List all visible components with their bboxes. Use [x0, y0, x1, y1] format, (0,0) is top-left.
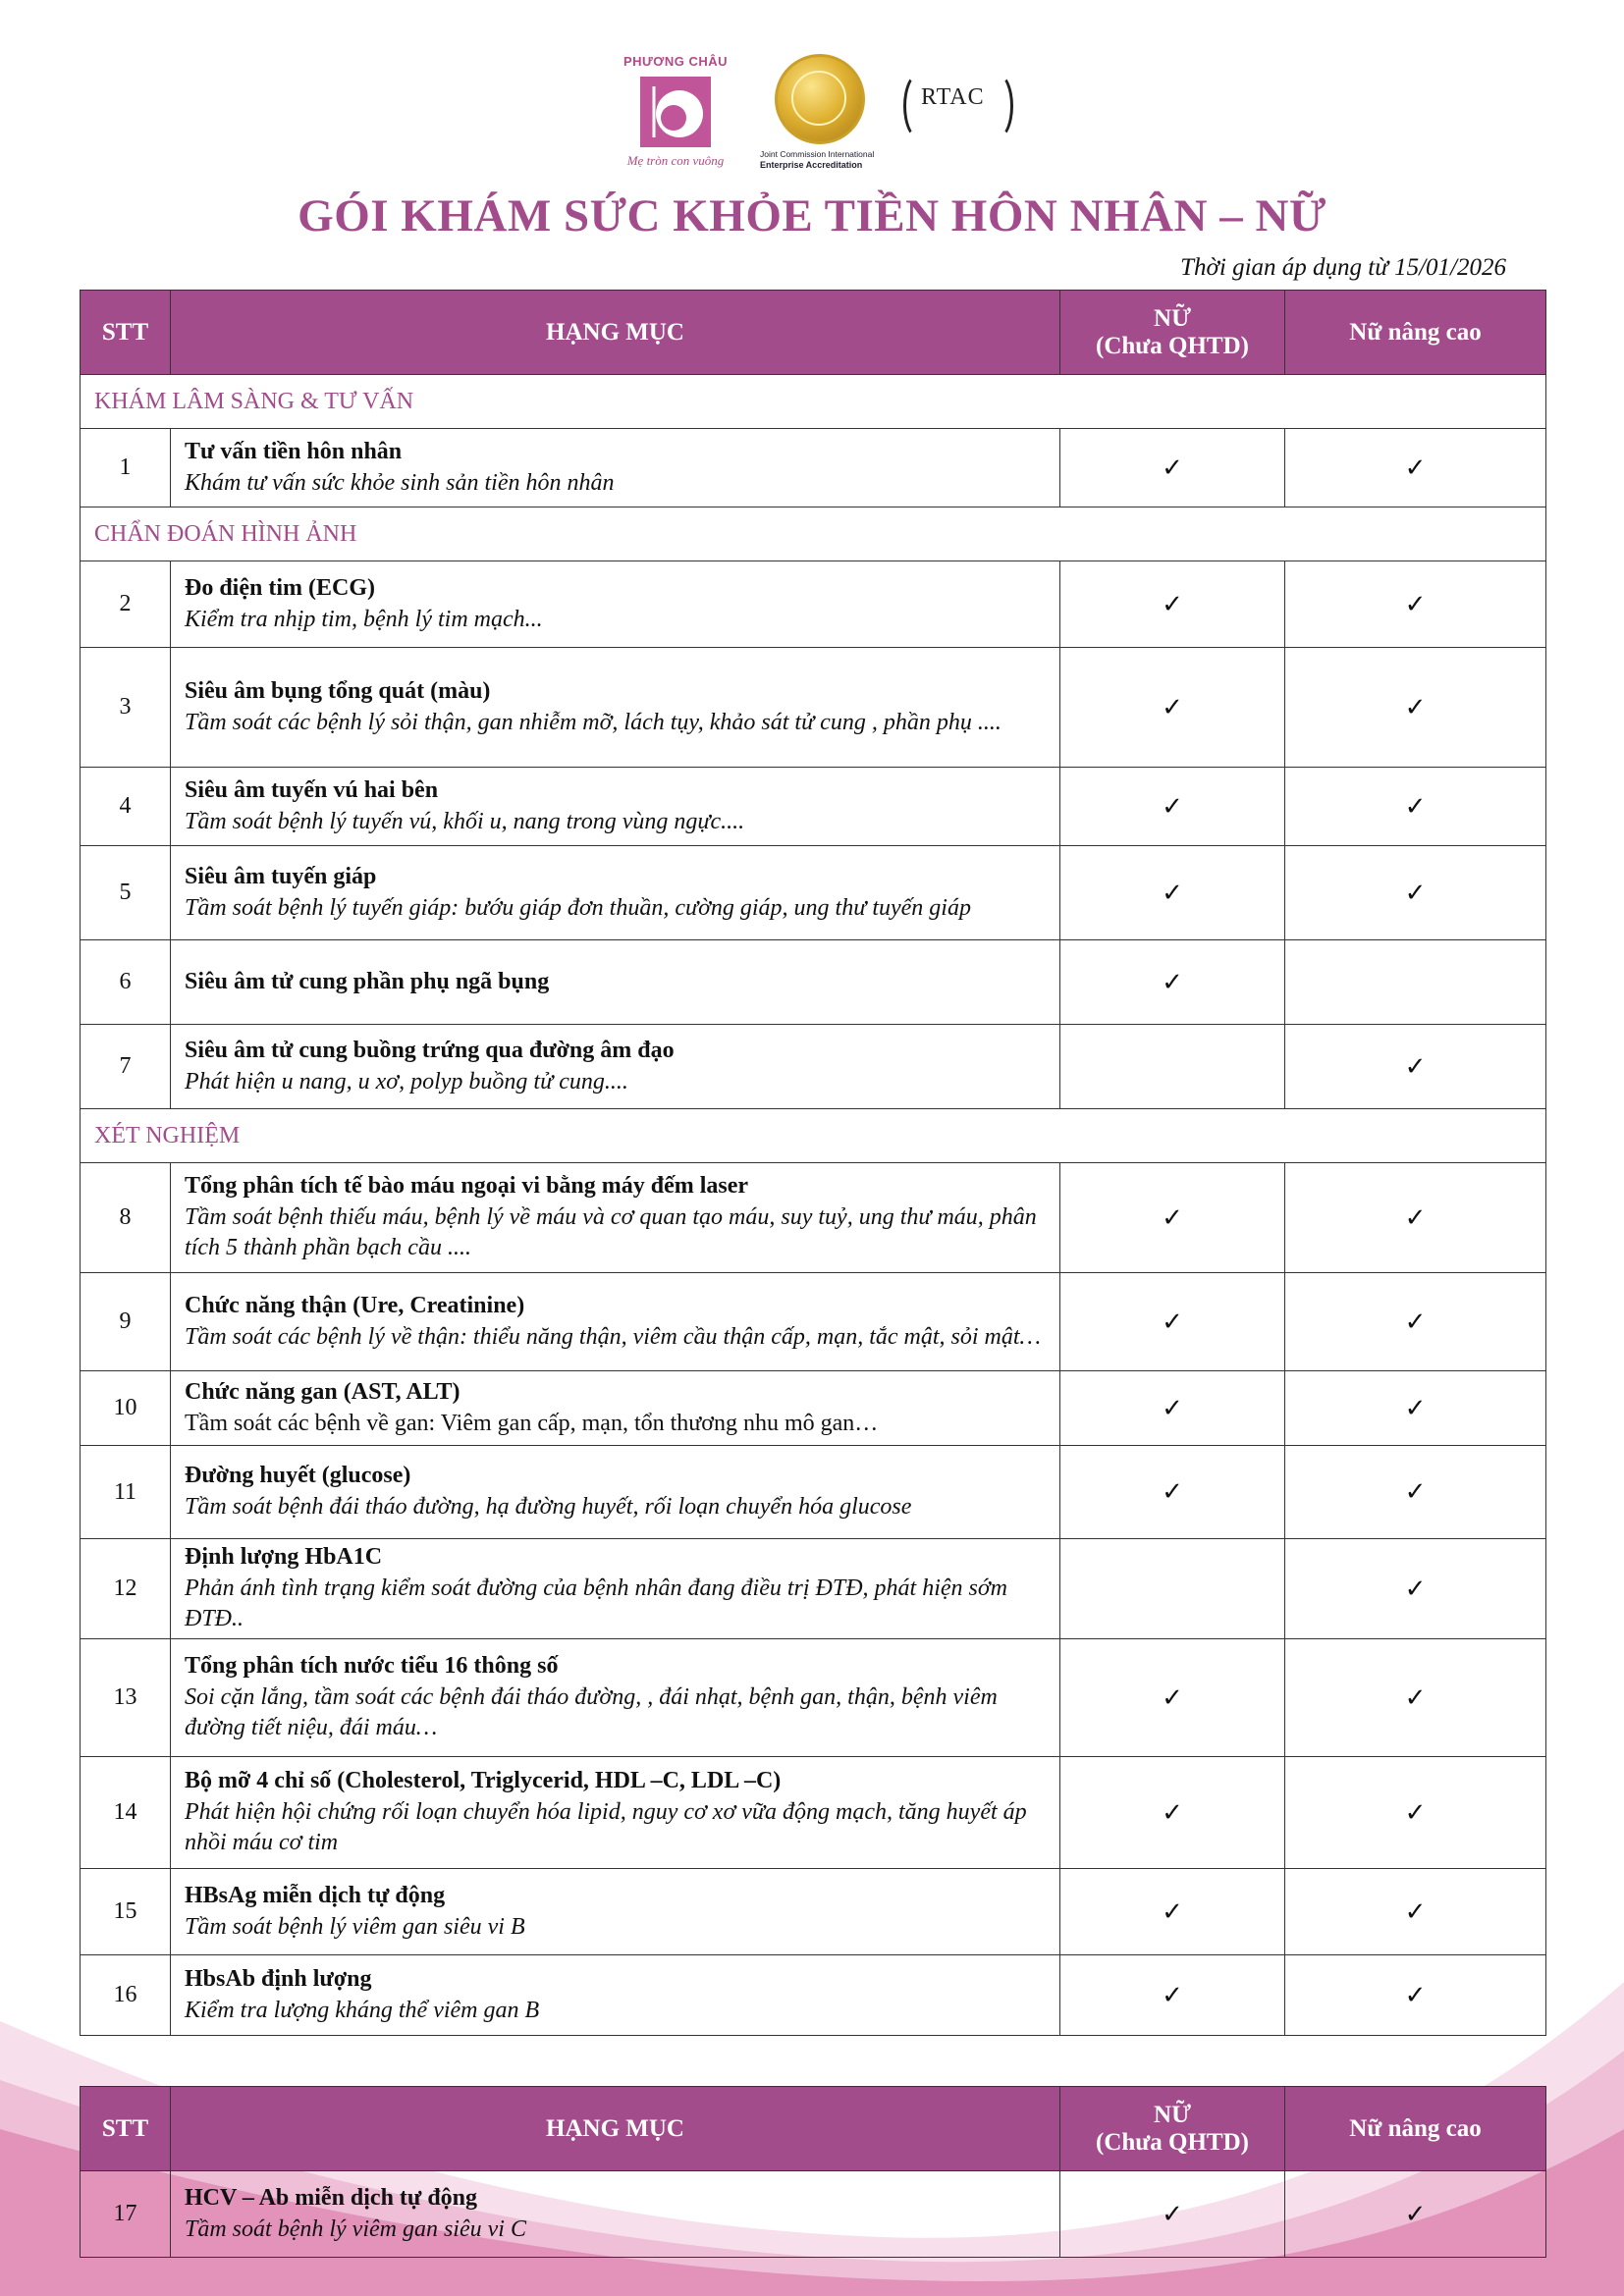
header-basic-line1: NỮ [1154, 2101, 1191, 2128]
check-icon: ✓ [1404, 692, 1427, 721]
row-item [171, 1955, 1060, 2036]
item-name: Tư vấn tiền hôn nhân [185, 438, 403, 464]
basic-package-cell [1060, 1955, 1285, 2036]
item-name: Đo điện tim (ECG) [185, 574, 375, 601]
item-description: Phát hiện u nang, u xơ, polyp buồng tử cung.... [185, 1068, 628, 1095]
item-description: Soi cặn lắng, tầm soát các bệnh đái tháo đường, , đái nhạt, bệnh gan, thận, bệnh viêm đường tiết niệu, đái máu… [185, 1683, 998, 1741]
table-row [81, 2171, 1546, 2258]
table-row [81, 1163, 1546, 1273]
item-description: Khám tư vấn sức khỏe sinh sản tiền hôn nhân [185, 469, 615, 496]
item-name: Chức năng thận (Ure, Creatinine) [185, 1292, 525, 1318]
section-header-row [81, 507, 1546, 561]
header-basic-line2: (Chưa QHTD) [1096, 332, 1249, 359]
check-icon: ✓ [1162, 1307, 1183, 1336]
advanced-package-cell [1285, 1757, 1546, 1869]
advanced-package-cell [1285, 1639, 1546, 1757]
advanced-package-cell [1285, 1371, 1546, 1446]
table-header-row [81, 2087, 1546, 2171]
table-row [81, 1539, 1546, 1639]
table-row [81, 1025, 1546, 1109]
item-name: HbsAb định lượng [185, 1965, 372, 1992]
header-basic-line1: NỮ [1154, 304, 1191, 332]
package-table-continued [80, 2086, 1546, 2258]
logo-bar [0, 49, 1624, 177]
check-icon: ✓ [1162, 1980, 1183, 2009]
basic-package-cell [1060, 1446, 1285, 1539]
basic-package-cell [1060, 1757, 1285, 1869]
check-icon: ✓ [1404, 2199, 1427, 2228]
header-stt: STT [81, 2087, 171, 2171]
row-item [171, 2171, 1060, 2258]
table-row [81, 1757, 1546, 1869]
item-description: Tầm soát bệnh đái tháo đường, hạ đường huyết, rối loạn chuyển hóa glucose [185, 1494, 912, 1520]
advanced-package-cell [1285, 561, 1546, 648]
basic-package-cell [1060, 648, 1285, 768]
check-icon: ✓ [1162, 1202, 1183, 1232]
row-number: 8 [81, 1163, 171, 1273]
row-item [171, 1539, 1060, 1639]
basic-package-cell [1060, 429, 1285, 507]
row-item [171, 940, 1060, 1025]
row-number: 17 [81, 2171, 171, 2258]
package-table [80, 290, 1546, 2036]
item-description: Phát hiện hội chứng rối loạn chuyển hóa lipid, nguy cơ xơ vữa động mạch, tăng huyết áp nhồi máu cơ tim [185, 1798, 1027, 1856]
item-name: Siêu âm tuyến vú hai bên [185, 776, 439, 803]
check-icon: ✓ [1404, 1477, 1427, 1506]
basic-package-cell [1060, 940, 1285, 1025]
advanced-package-cell [1285, 1025, 1546, 1109]
item-name: Siêu âm tuyến giáp [185, 863, 377, 889]
item-description: Tầm soát bệnh lý tuyến vú, khối u, nang trong vùng ngực.... [185, 808, 745, 834]
section-title: XÉT NGHIỆM [81, 1109, 1546, 1163]
check-icon: ✓ [1404, 1896, 1427, 1926]
item-name: Bộ mỡ 4 chỉ số (Cholesterol, Triglycerid, HDL –C, LDL –C) [185, 1767, 782, 1793]
check-icon: ✓ [1404, 1051, 1427, 1081]
table-row [81, 768, 1546, 846]
check-icon: ✓ [1404, 791, 1427, 821]
check-icon: ✓ [1162, 589, 1183, 618]
item-name: Tổng phân tích tế bào máu ngoại vi bằng máy đếm laser [185, 1172, 749, 1199]
check-icon: ✓ [1162, 1797, 1183, 1827]
check-icon: ✓ [1162, 692, 1183, 721]
brand-mark-icon [636, 73, 715, 151]
advanced-package-cell [1285, 1446, 1546, 1539]
item-name: Chức năng gan (AST, ALT) [185, 1378, 460, 1405]
header-advanced: Nữ nâng cao [1285, 291, 1546, 375]
item-description: Phản ánh tình trạng kiểm soát đường của bệnh nhân đang điều trị ĐTĐ, phát hiện sớm ĐTĐ.. [185, 1575, 1007, 1632]
effective-date: Thời gian áp dụng từ 15/01/2026 [1180, 254, 1506, 281]
row-item [171, 648, 1060, 768]
page-title: GÓI KHÁM SỨC KHỎE TIỀN HÔN NHÂN – NỮ [298, 190, 1326, 241]
row-number: 3 [81, 648, 171, 768]
basic-package-cell [1060, 1273, 1285, 1371]
jci-line1: Joint Commission International [760, 149, 875, 159]
basic-package-cell [1060, 1869, 1285, 1955]
item-name: Định lượng HbA1C [185, 1543, 383, 1570]
table-row [81, 1639, 1546, 1757]
header-item: HẠNG MỤC [171, 291, 1060, 375]
check-icon: ✓ [1404, 878, 1427, 907]
item-name: Tổng phân tích nước tiểu 16 thông số [185, 1652, 559, 1679]
basic-package-cell [1060, 1371, 1285, 1446]
brand-slogan: Mẹ tròn con vuông [626, 153, 725, 168]
check-icon: ✓ [1404, 1393, 1427, 1422]
check-icon: ✓ [1162, 791, 1183, 821]
check-icon: ✓ [1404, 1574, 1427, 1603]
table-row [81, 1869, 1546, 1955]
header-advanced: Nữ nâng cao [1285, 2087, 1546, 2171]
advanced-package-cell [1285, 846, 1546, 940]
row-number: 15 [81, 1869, 171, 1955]
item-name: Siêu âm tử cung phần phụ ngã bụng [185, 968, 550, 994]
row-item [171, 1163, 1060, 1273]
basic-package-cell [1060, 1163, 1285, 1273]
check-icon: ✓ [1162, 878, 1183, 907]
row-item [171, 1273, 1060, 1371]
row-number: 2 [81, 561, 171, 648]
table-row [81, 429, 1546, 507]
table-row [81, 1446, 1546, 1539]
check-icon: ✓ [1162, 1477, 1183, 1506]
row-number: 12 [81, 1539, 171, 1639]
item-name: HCV – Ab miễn dịch tự động [185, 2184, 478, 2211]
check-icon: ✓ [1162, 1393, 1183, 1422]
table-row [81, 1371, 1546, 1446]
item-description: Tầm soát bệnh thiếu máu, bệnh lý về máu và cơ quan tạo máu, suy tuỷ, ung thư máu, phân tích 5 thành phần bạch cầu .... [185, 1203, 1037, 1261]
rtac-name: RTAC [921, 84, 985, 110]
advanced-package-cell [1285, 768, 1546, 846]
check-icon: ✓ [1162, 453, 1183, 482]
basic-package-cell [1060, 1025, 1285, 1109]
advanced-package-cell [1285, 1539, 1546, 1639]
item-description: Tầm soát các bệnh lý sỏi thận, gan nhiễm mỡ, lách tụy, khảo sát tử cung , phần phụ .... [185, 709, 1001, 735]
table-row [81, 648, 1546, 768]
header-basic-line2: (Chưa QHTD) [1096, 2128, 1249, 2156]
check-icon: ✓ [1404, 589, 1427, 618]
header-basic [1060, 291, 1285, 375]
item-description: Tầm soát bệnh lý viêm gan siêu vi B [185, 1913, 525, 1940]
row-item [171, 1757, 1060, 1869]
header-item: HẠNG MỤC [171, 2087, 1060, 2171]
basic-package-cell [1060, 1639, 1285, 1757]
advanced-package-cell [1285, 429, 1546, 507]
check-icon: ✓ [1404, 1797, 1427, 1827]
row-number: 13 [81, 1639, 171, 1757]
row-number: 6 [81, 940, 171, 1025]
check-icon: ✓ [1162, 2199, 1183, 2228]
row-item [171, 846, 1060, 940]
table-row [81, 940, 1546, 1025]
header-basic [1060, 2087, 1285, 2171]
advanced-package-cell [1285, 648, 1546, 768]
item-description: Kiểm tra lượng kháng thể viêm gan B [185, 1997, 540, 2023]
check-icon: ✓ [1404, 1682, 1427, 1712]
jci-caption [746, 150, 893, 170]
item-description: Kiểm tra nhịp tim, bệnh lý tim mạch... [185, 606, 543, 632]
row-item [171, 561, 1060, 648]
section-header-row [81, 1109, 1546, 1163]
row-number: 5 [81, 846, 171, 940]
row-item [171, 768, 1060, 846]
table-row [81, 1955, 1546, 2036]
brand-name: PHƯƠNG CHÂU [623, 54, 729, 69]
section-title: CHẨN ĐOÁN HÌNH ẢNH [81, 507, 1546, 561]
section-header-row [81, 375, 1546, 429]
basic-package-cell [1060, 1539, 1285, 1639]
check-icon: ✓ [1162, 1896, 1183, 1926]
check-icon: ✓ [1162, 1682, 1183, 1712]
row-item [171, 1025, 1060, 1109]
item-name: HBsAg miễn dịch tự động [185, 1882, 446, 1908]
advanced-package-cell [1285, 1273, 1546, 1371]
item-description: Tầm soát bệnh lý viêm gan siêu vi C [185, 2216, 526, 2242]
table-header-row [81, 291, 1546, 375]
row-number: 10 [81, 1371, 171, 1446]
row-item [171, 429, 1060, 507]
item-name: Siêu âm tử cung buồng trứng qua đường âm đạo [185, 1037, 675, 1063]
phuong-chau-logo [617, 54, 734, 169]
row-number: 9 [81, 1273, 171, 1371]
row-item [171, 1446, 1060, 1539]
rtac-logo [903, 71, 1011, 139]
basic-package-cell [1060, 768, 1285, 846]
section-title: KHÁM LÂM SÀNG & TƯ VẤN [81, 375, 1546, 429]
table-row [81, 846, 1546, 940]
check-icon: ✓ [1404, 1202, 1427, 1232]
basic-package-cell [1060, 561, 1285, 648]
jci-seal-icon [775, 54, 865, 144]
advanced-package-cell [1285, 1955, 1546, 2036]
table-row [81, 1273, 1546, 1371]
basic-package-cell [1060, 2171, 1285, 2258]
row-number: 11 [81, 1446, 171, 1539]
check-icon: ✓ [1162, 967, 1183, 996]
row-number: 14 [81, 1757, 171, 1869]
advanced-package-cell [1285, 2171, 1546, 2258]
row-number: 7 [81, 1025, 171, 1109]
check-icon: ✓ [1404, 453, 1427, 482]
row-number: 16 [81, 1955, 171, 2036]
basic-package-cell [1060, 846, 1285, 940]
jci-logo [746, 54, 893, 170]
row-item [171, 1371, 1060, 1446]
advanced-package-cell [1285, 1163, 1546, 1273]
item-description: Tầm soát các bệnh về gan: Viêm gan cấp, mạn, tổn thương nhu mô gan… [185, 1410, 879, 1436]
check-icon: ✓ [1404, 1980, 1427, 2009]
check-icon: ✓ [1404, 1307, 1427, 1336]
advanced-package-cell [1285, 940, 1546, 1025]
row-number: 1 [81, 429, 171, 507]
advanced-package-cell [1285, 1869, 1546, 1955]
item-name: Đường huyết (glucose) [185, 1463, 411, 1489]
item-name: Siêu âm bụng tổng quát (màu) [185, 677, 491, 704]
row-number: 4 [81, 768, 171, 846]
header-stt: STT [81, 291, 171, 375]
jci-line2: Enterprise Accreditation [760, 159, 863, 170]
row-item [171, 1639, 1060, 1757]
item-description: Tầm soát các bệnh lý về thận: thiểu năng thận, viêm cầu thận cấp, mạn, tắc mật, sỏi mật… [185, 1323, 1041, 1350]
item-description: Tầm soát bệnh lý tuyến giáp: bướu giáp đơn thuần, cường giáp, ung thư tuyến giáp [185, 894, 971, 921]
table-row [81, 561, 1546, 648]
row-item [171, 1869, 1060, 1955]
